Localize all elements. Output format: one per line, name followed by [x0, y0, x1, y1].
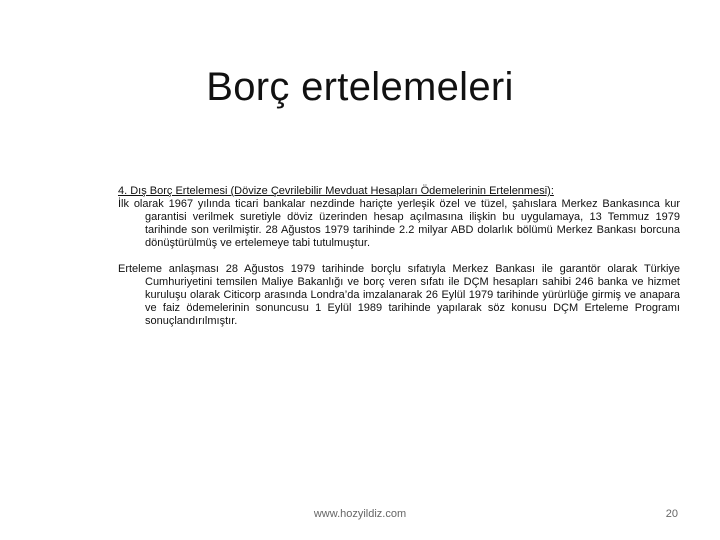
paragraph: İlk olarak 1967 yılında ticari bankalar nezdinde hariçte yerleşik özel ve tüzel, şahıslara Merkez Bankasınca kur garantisi verilmek suretiyle döviz üzerinden hesap açılmasına ilişkin bu uygulamaya, 13 Temmuz 1979 tarihinde son verilmiştir. 28 Ağustos 1979 tarihinde 2.2 milyar ABD dolarlık bölümü Merkez Bankası borcuna dönüştürülmüş ve ertelemeye tabi tutulmuştur.	[118, 198, 680, 249]
page-number: 20	[665, 508, 678, 520]
slide-body	[118, 185, 680, 328]
section-heading: 4. Dış Borç Ertelemesi (Dövize Çevrilebilir Mevduat Hesapları Ödemelerinin Ertelenmesi):	[118, 185, 554, 197]
footer-url: www.hozyildiz.com	[313, 508, 407, 520]
paragraph: Erteleme anlaşması 28 Ağustos 1979 tarihinde borçlu sıfatıyla Merkez Bankası ile garantör olarak Türkiye Cumhuriyetini temsilen Maliye Bakanlığı ve borç veren sıfatı ile DÇM hesapları sahibi 246 banka ve hizmet kuruluşu olarak Citicorp arasında Londra’da imzalanarak 26 Eylül 1979 tarihinde yürürlüğe girmiş ve anapara ve faiz ödemelerinin sonuncusu 1 Eylül 1989 tarihinde yapılarak söz konusu DÇM Erteleme Programı sonuçlandırılmıştır.	[118, 263, 680, 327]
slide-title: Borç ertelemeleri	[206, 64, 514, 109]
